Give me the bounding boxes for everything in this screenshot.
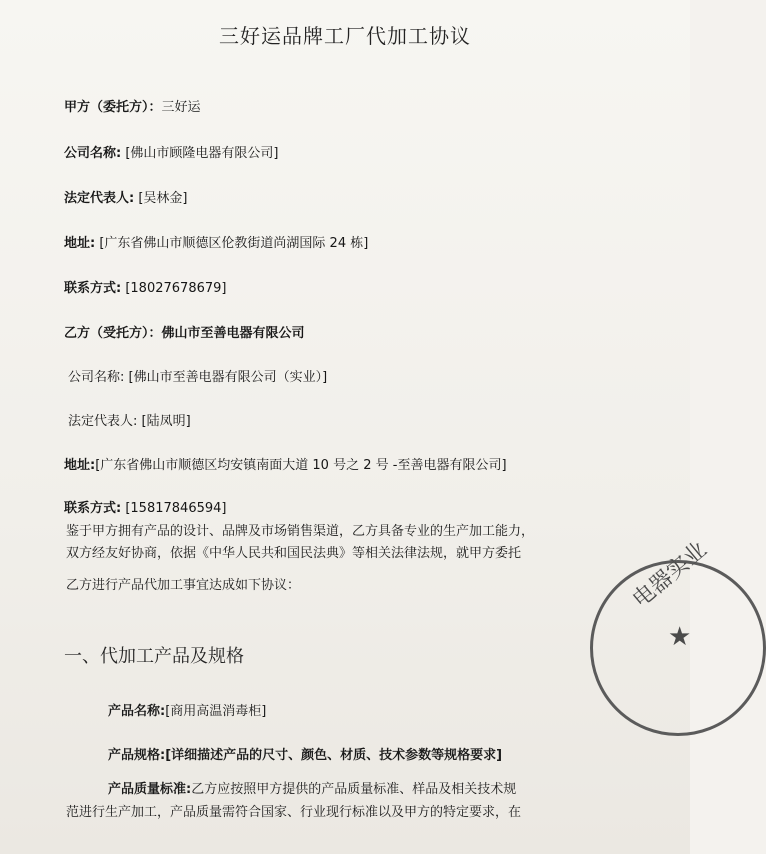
party-a-label: 甲方（委托方）： [64, 100, 162, 115]
party-b-contact-label: 联系方式: [64, 501, 122, 516]
party-a-address: [广东省佛山市顺德区伦教街道尚湖国际 24 栋] [99, 236, 369, 251]
product-name: [商用高温消毒柜] [165, 704, 267, 719]
product-name-line [108, 700, 266, 719]
quality-line-1 [108, 778, 516, 797]
product-spec-label: 产品规格: [108, 748, 166, 763]
party-a-value: 三好运 [161, 100, 201, 115]
section-1-heading: 一、代加工产品及规格 [64, 646, 244, 667]
party-b-value: 佛山市至善电器有限公司 [161, 326, 305, 341]
party-b-rep: [陆凤明] [141, 414, 191, 429]
intro-line-3: 乙方进行产品代加工事宜达成如下协议： [66, 578, 301, 593]
company-seal-text: 电器实业 [628, 537, 712, 613]
document-title: 三好运品牌工厂代加工协议 [219, 24, 471, 48]
party-b-rep-label: 法定代表人: [68, 414, 138, 429]
intro-line-2: 双方经友好协商，依据《中华人民共和国民法典》等相关法律法规，就甲方委托 [66, 546, 522, 561]
party-a-address-line [64, 232, 368, 251]
party-a-rep-label: 法定代表人: [64, 191, 135, 206]
party-b-label: 乙方（受托方）： [64, 326, 162, 341]
party-a-company: [佛山市顾隆电器有限公司] [125, 146, 279, 161]
party-b-contact-line [64, 497, 226, 516]
seal-star-icon: ★ [668, 622, 692, 652]
party-a-rep-line [64, 187, 188, 206]
quality-line-2 [66, 801, 521, 820]
party-b-company-line [68, 366, 327, 385]
product-spec-line [108, 744, 502, 763]
party-a-company-label: 公司名称: [64, 146, 122, 161]
party-a-line [64, 96, 201, 115]
party-b-contact: [15817846594] [125, 501, 227, 516]
quality-label: 产品质量标准: [108, 782, 192, 797]
party-b-address-line [64, 454, 507, 473]
party-b-company-label: 公司名称: [68, 370, 125, 385]
party-b-rep-line [68, 410, 191, 429]
party-a-company-line [64, 142, 279, 161]
party-b-address: [广东省佛山市顺德区均安镇南面大道 10 号之 2 号 -至善电器有限公司] [95, 458, 507, 473]
party-a-contact-line [64, 277, 226, 296]
party-a-contact-label: 联系方式: [64, 281, 122, 296]
product-spec: [详细描述产品的尺寸、颜色、材质、技术参数等规格要求] [165, 748, 503, 763]
party-a-rep: [吴林金] [138, 191, 188, 206]
intro-paragraph [66, 521, 586, 597]
quality-text-1: 乙方应按照甲方提供的产品质量标准、样品及相关技术规 [191, 782, 517, 797]
party-a-contact: [18027678679] [125, 281, 227, 296]
quality-text-2: 范进行生产加工，产品质量需符合国家、行业现行标准以及甲方的特定要求，在 [66, 805, 522, 820]
party-b-company: [佛山市至善电器有限公司（实业）] [128, 370, 328, 385]
product-name-label: 产品名称: [108, 704, 166, 719]
party-a-address-label: 地址: [64, 236, 96, 251]
intro-line-1: 鉴于甲方拥有产品的设计、品牌及市场销售渠道，乙方具备专业的生产加工能力， [66, 524, 535, 539]
party-b-address-label: 地址: [64, 458, 96, 473]
party-b-line [64, 322, 305, 341]
